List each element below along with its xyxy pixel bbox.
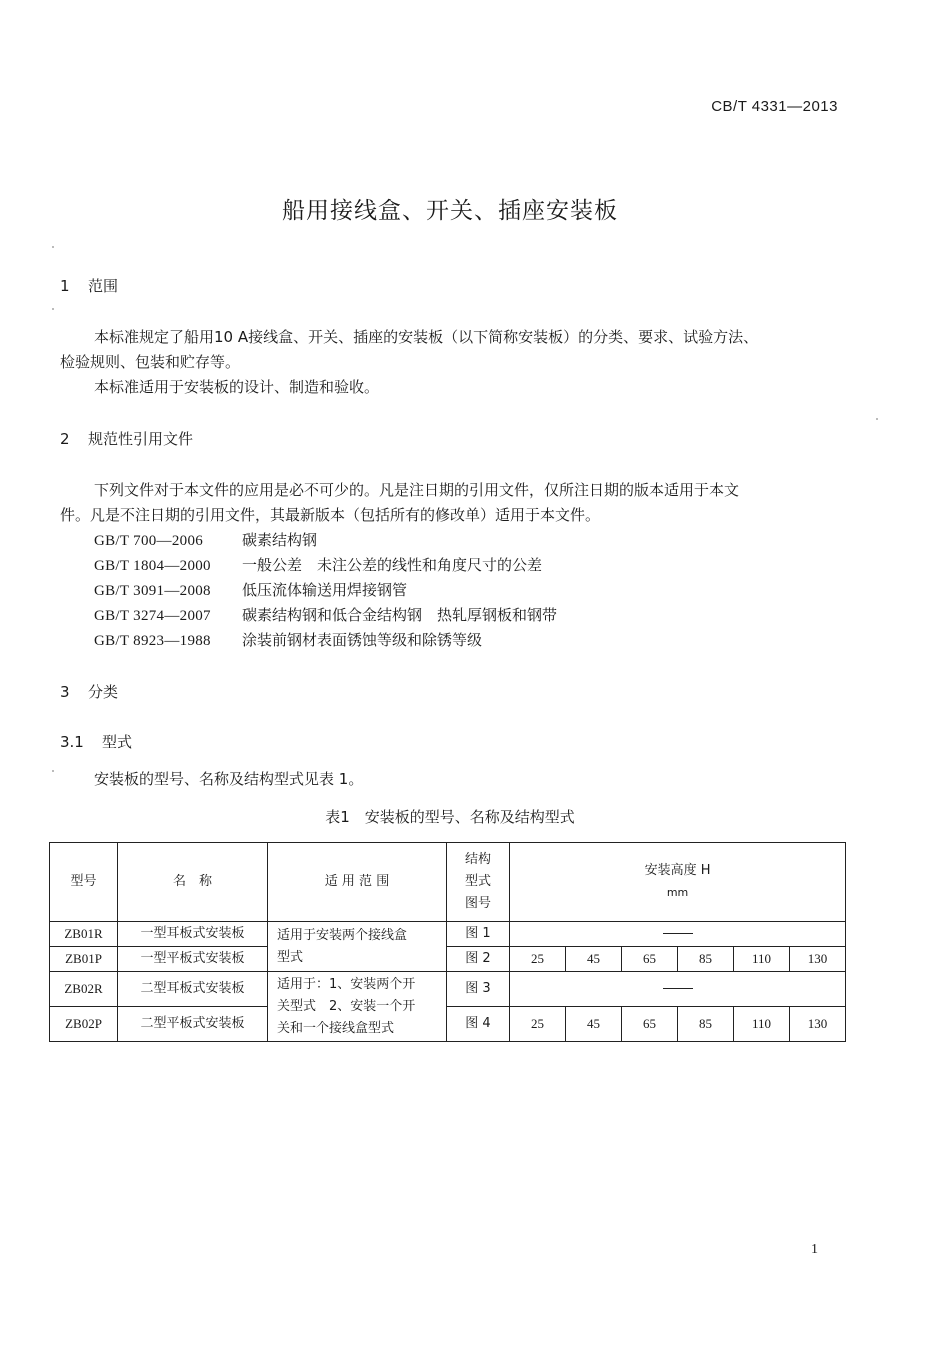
standard-number: CB/T 4331—2013 bbox=[711, 98, 838, 115]
header-height-label: 安装高度 H bbox=[644, 863, 711, 878]
scope-line: 适用于安装两个接线盒 bbox=[277, 927, 408, 943]
section-1-heading bbox=[60, 275, 118, 296]
cell-height: 25 bbox=[510, 1007, 566, 1042]
table-caption: 表1 安装板的型号、名称及结构型式 bbox=[325, 808, 575, 826]
table-row bbox=[50, 947, 846, 972]
header-scope: 适 用 范 围 bbox=[268, 843, 447, 922]
section-title: 规范性引用文件 bbox=[88, 430, 194, 448]
cell-height: 45 bbox=[566, 947, 622, 972]
table-row bbox=[50, 972, 846, 1007]
cell-height-none bbox=[510, 922, 846, 947]
scope-line: 适用于：1、安装两个开 bbox=[277, 976, 416, 992]
section-3-1-heading bbox=[60, 731, 132, 752]
cell-height: 130 bbox=[790, 1007, 846, 1042]
scan-speck bbox=[52, 308, 54, 310]
header-figure-line: 型式 bbox=[464, 874, 491, 889]
section-2-heading bbox=[60, 428, 193, 449]
paragraph-line: 本标准规定了船用10 A接线盒、开关、插座的安装板（以下简称安装板）的分类、要求、试验方法、 bbox=[94, 328, 759, 346]
cell-height: 110 bbox=[734, 947, 790, 972]
header-figure bbox=[447, 843, 510, 922]
cell-height: 85 bbox=[678, 947, 734, 972]
section-title: 型式 bbox=[102, 733, 133, 751]
cell-height: 65 bbox=[622, 1007, 678, 1042]
cell-name: 一型耳板式安装板 bbox=[118, 922, 268, 947]
cell-height: 25 bbox=[510, 947, 566, 972]
paragraph-line: 下列文件对于本文件的应用是必不可少的。凡是注日期的引用文件，仅所注日期的版本适用于本文 bbox=[94, 481, 740, 499]
scan-speck bbox=[876, 418, 878, 420]
table-header-row bbox=[50, 843, 846, 922]
table-row bbox=[50, 922, 846, 947]
paragraph-line: 检验规则、包装和贮存等。 bbox=[60, 353, 241, 371]
scan-speck bbox=[52, 770, 54, 772]
scope-line: 型式 bbox=[277, 949, 304, 965]
reference-title: 碳素结构钢 bbox=[242, 531, 318, 549]
reference-item bbox=[94, 629, 482, 650]
cell-name: 二型耳板式安装板 bbox=[118, 972, 268, 1007]
cell-model: ZB02R bbox=[50, 972, 118, 1007]
section-number: 1 bbox=[60, 277, 70, 295]
reference-code: GB/T 8923—1988 bbox=[94, 633, 211, 649]
cell-height: 85 bbox=[678, 1007, 734, 1042]
cell-figure: 图 3 bbox=[447, 972, 510, 1007]
reference-title: 涂装前钢材表面锈蚀等级和除锈等级 bbox=[242, 631, 483, 649]
cell-height: 110 bbox=[734, 1007, 790, 1042]
cell-height: 65 bbox=[622, 947, 678, 972]
reference-title: 碳素结构钢和低合金结构钢 热轧厚钢板和钢带 bbox=[242, 606, 558, 624]
cell-model: ZB01R bbox=[50, 922, 118, 947]
spec-table bbox=[49, 842, 846, 1042]
header-height bbox=[510, 843, 846, 922]
reference-item bbox=[94, 529, 317, 550]
cell-model: ZB02P bbox=[50, 1007, 118, 1042]
header-name: 名 称 bbox=[118, 843, 268, 922]
cell-name: 二型平板式安装板 bbox=[118, 1007, 268, 1042]
scan-speck bbox=[52, 246, 54, 248]
section-number: 2 bbox=[60, 430, 70, 448]
dash-mark bbox=[663, 933, 693, 934]
scope-line: 关型式 2、安装一个开 bbox=[277, 998, 416, 1014]
cell-height-none bbox=[510, 972, 846, 1007]
cell-figure: 图 2 bbox=[447, 947, 510, 972]
cell-name: 一型平板式安装板 bbox=[118, 947, 268, 972]
document-title: 船用接线盒、开关、插座安装板 bbox=[282, 198, 618, 224]
reference-code: GB/T 700—2006 bbox=[94, 533, 204, 549]
cell-figure: 图 1 bbox=[447, 922, 510, 947]
cell-figure: 图 4 bbox=[447, 1007, 510, 1042]
section-title: 范围 bbox=[88, 277, 119, 295]
cell-model: ZB01P bbox=[50, 947, 118, 972]
reference-item bbox=[94, 579, 407, 600]
reference-code: GB/T 1804—2000 bbox=[94, 558, 211, 574]
section-3-heading bbox=[60, 681, 118, 702]
dash-mark bbox=[663, 988, 693, 989]
reference-title: 低压流体输送用焊接钢管 bbox=[242, 581, 408, 599]
section-number: 3 bbox=[60, 683, 70, 701]
reference-item bbox=[94, 554, 542, 575]
cell-scope bbox=[268, 972, 447, 1042]
page-number: 1 bbox=[811, 1242, 818, 1257]
paragraph-line: 件。凡是不注日期的引用文件，其最新版本（包括所有的修改单）适用于本文件。 bbox=[60, 506, 601, 524]
header-figure-line: 结构 bbox=[464, 852, 491, 867]
paragraph-line: 安装板的型号、名称及结构型式见表 1。 bbox=[94, 770, 364, 788]
cell-height: 45 bbox=[566, 1007, 622, 1042]
cell-height: 130 bbox=[790, 947, 846, 972]
reference-title: 一般公差 未注公差的线性和角度尺寸的公差 bbox=[242, 556, 543, 574]
header-model: 型号 bbox=[50, 843, 118, 922]
paragraph-line: 本标准适用于安装板的设计、制造和验收。 bbox=[94, 378, 380, 396]
table-row bbox=[50, 1007, 846, 1042]
cell-scope bbox=[268, 922, 447, 972]
reference-code: GB/T 3091—2008 bbox=[94, 583, 211, 599]
header-height-unit: mm bbox=[666, 886, 689, 899]
scope-line: 关和一个接线盒型式 bbox=[277, 1020, 395, 1036]
reference-code: GB/T 3274—2007 bbox=[94, 608, 211, 624]
header-figure-line: 图号 bbox=[464, 896, 491, 911]
section-number: 3.1 bbox=[60, 733, 84, 751]
reference-item bbox=[94, 604, 557, 625]
section-title: 分类 bbox=[88, 683, 119, 701]
